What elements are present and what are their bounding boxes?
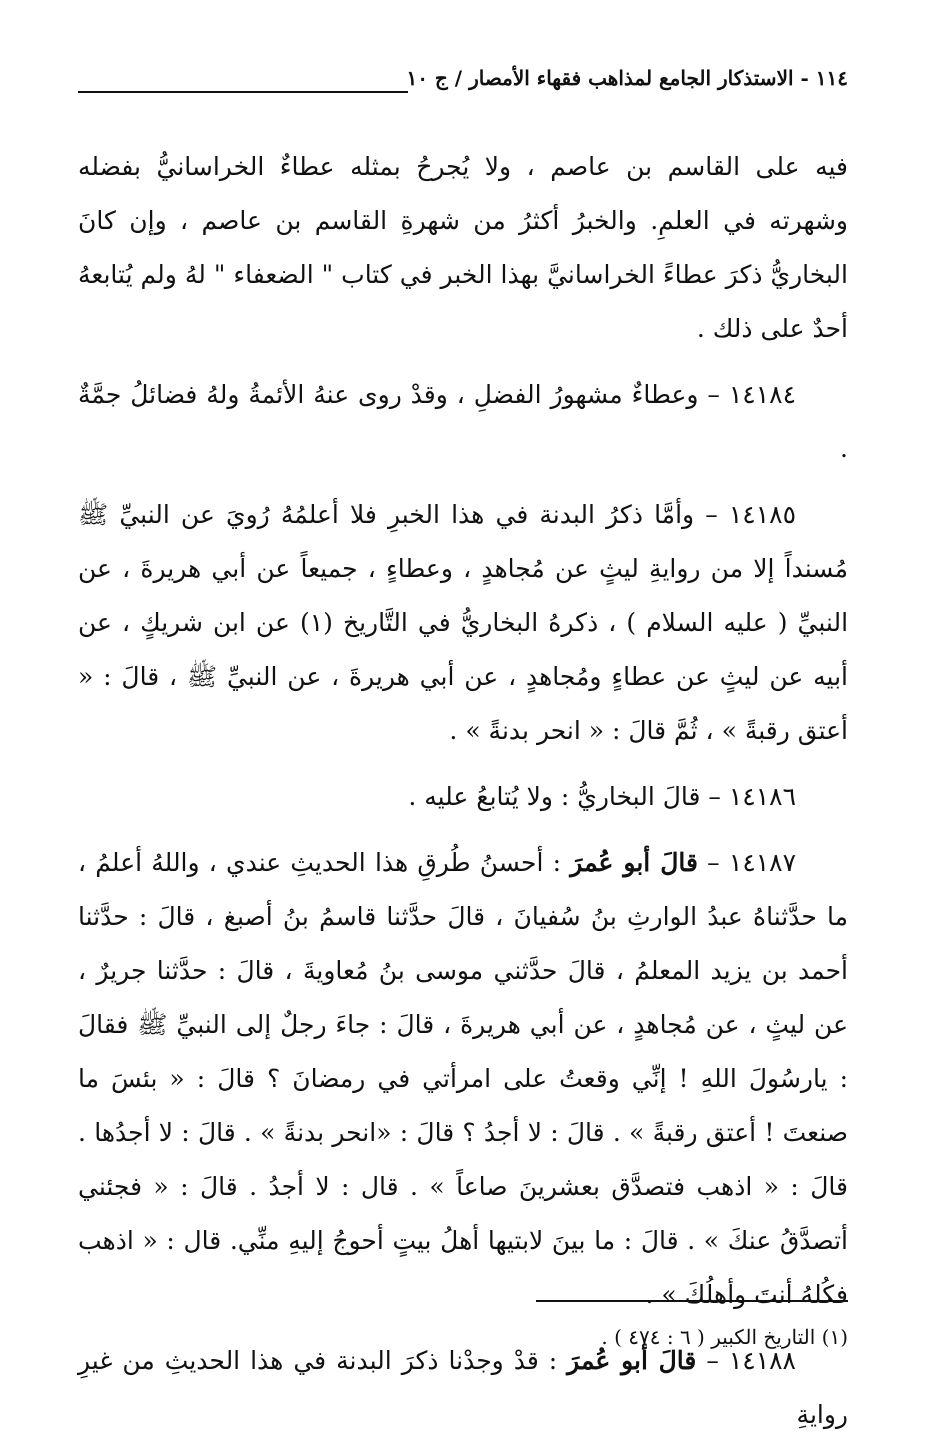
speaker-name: قالَ أبو عُمرَ xyxy=(570,848,698,877)
paragraph-text: – وأمَّا ذكرُ البدنة في هذا الخبرِ فلا أعلمُهُ رُويَ عن النبيِّ ﷺ مُسنداً إلا من روايةِ ليثٍ عن مُجاهدٍ ، وعطاءٍ ، جميعاً عن أبي هريرةَ ، عن النبيِّ ( عليه السلام ) ، ذكرهُ البخاريُّ في التَّاريخ (١) عن ابن شريكٍ ، عن أبيه عن ليثٍ عن عطاءٍ ومُجاهدٍ ، عن أبي هريرةَ ، عن النبيِّ ﷺ ، قالَ : « أعتق رقبةً » ، ثُمَّ قالَ : « انحر بدنةً » . xyxy=(78,500,849,745)
paragraph-14188: ١٤١٨٨ – قالَ أبو عُمرَ : قدْ وجدْنا ذكرَ البدنة في هذا الحديثِ من غيرِ روايةِ xyxy=(78,1346,848,1429)
footnote-text: (١) التاريخ الكبير ( ٦ : ٤٧٤ ) . xyxy=(601,1325,848,1349)
paragraph-number: ١٤١٨٧ xyxy=(728,848,797,877)
header-title: ١١٤ - الاستذكار الجامع لمذاهب فقهاء الأمصار / ج ١٠ xyxy=(406,66,848,90)
paragraph-number: ١٤١٨٦ xyxy=(728,782,796,811)
paragraph-14187: ١٤١٨٧ – قالَ أبو عُمرَ : أحسنُ طُرقِ هذا الحديثِ عندي ، واللهُ أعلمُ ، ما حدَّثناهُ عبدُ الوارثِ بنُ سُفيانَ ، قالَ حدَّثنا قاسمُ بنُ أصبغ ، قالَ : حدَّثنا أحمد بن يزيد المعلمُ ، قالَ حدَّثني موسى بنُ مُعاويةَ ، قالَ : حدَّثنا جريرٌ ، عن ليثٍ ، عن مُجاهدٍ ، عن أبي هريرةَ ، قالَ : جاءَ رجلٌ إلى النبيِّ ﷺ فقالَ : يارسُولَ اللهِ ! إنِّي وقعتُ على امرأتي في رمضانَ ؟ قالَ : « بئسَ ما صنعتَ ! أعتق رقبةً » . قالَ : لا أجدُ ؟ قالَ : «انحر بدنةً » . قالَ : لا أجدُها . قالَ : « اذهب فتصدَّق بعشرينَ صاعاً » . قال : لا أجدُ . قالَ : « فجئني أتصدَّقُ عنكَ » . قالَ : ما بينَ لابتيها أهلُ بيتٍ أحوجُ إليهِ منِّي. قال : « اذهب فكُلهُ أنتَ وأهلُكَ » . xyxy=(78,848,848,1309)
footnote-rule xyxy=(536,1300,848,1302)
paragraph-text: : أحسنُ طُرقِ هذا الحديثِ عندي ، واللهُ أعلمُ ، ما حدَّثناهُ عبدُ الوارثِ بنُ سُفيانَ ، قالَ حدَّثنا قاسمُ بنُ أصبغ ، قالَ : حدَّثنا أحمد بن يزيد المعلمُ ، قالَ حدَّثني موسى بنُ مُعاويةَ ، قالَ : حدَّثنا جريرٌ ، عن ليثٍ ، عن مُجاهدٍ ، عن أبي هريرةَ ، قالَ : جاءَ رجلٌ إلى النبيِّ ﷺ فقالَ : يارسُولَ اللهِ ! إنِّي وقعتُ على امرأتي في رمضانَ ؟ قالَ : « بئسَ ما صنعتَ ! أعتق رقبةً » . قالَ : لا أجدُ ؟ قالَ : «انحر بدنةً » . قالَ : لا أجدُها . قالَ : « اذهب فتصدَّق بعشرينَ صاعاً » . قال : لا أجدُ . قالَ : « فجئني أتصدَّقُ عنكَ » . قالَ : ما بينَ لابتيها أهلُ بيتٍ أحوجُ إليهِ منِّي. قال : « اذهب فكُلهُ أنتَ وأهلُكَ » . xyxy=(78,848,848,1309)
running-header xyxy=(78,62,848,102)
paragraph-text: : قدْ وجدْنا ذكرَ البدنة في هذا الحديثِ من غيرِ روايةِ xyxy=(78,1346,848,1429)
document-page xyxy=(78,62,849,1429)
paragraph-number: ١٤١٨٥ xyxy=(728,500,796,529)
paragraph-text: فيه على القاسم بن عاصم ، ولا يُجرحُ بمثله عطاءٌ الخراسانيُّ بفضله وشهرته في العلمِ. والخبرُ أكثرُ من شهرةِ القاسم بن عاصم ، وإن كانَ البخاريُّ ذكرَ عطاءً الخراسانيَّ بهذا الخبر في كتاب " الضعفاء " لهُ ولم يُتابعهُ أحدٌ على ذلك . xyxy=(78,152,848,343)
paragraph-text: – وعطاءٌ مشهورُ الفضلِ ، وقدْ روى عنهُ الأئمةُ ولهُ فضائلُ جمَّةٌ . xyxy=(78,380,848,463)
paragraph-14185 xyxy=(78,488,848,758)
paragraph-text: – قالَ البخاريُّ : ولا يُتابعُ عليه . xyxy=(408,782,721,811)
body-text xyxy=(78,140,848,1454)
paragraph-number: ١٤١٨٨ xyxy=(728,1346,796,1375)
footnote xyxy=(78,1322,848,1352)
paragraph-number: ١٤١٨٤ xyxy=(728,380,796,409)
paragraph-continued xyxy=(78,140,848,356)
speaker-name: قالَ أبو عُمرَ xyxy=(567,1346,697,1375)
paragraph-14184 xyxy=(78,368,848,476)
header-rule xyxy=(78,91,408,93)
paragraph-14186 xyxy=(78,770,848,824)
